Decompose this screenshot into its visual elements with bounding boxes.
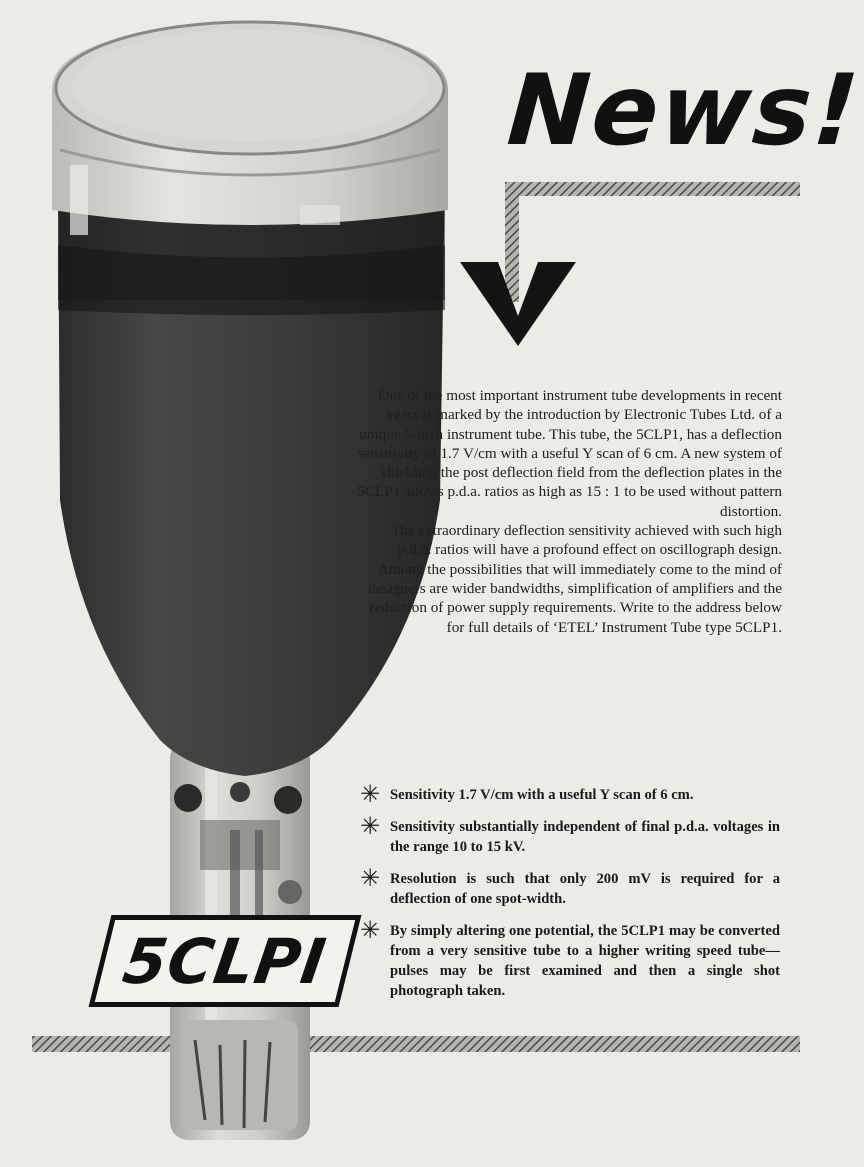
asterisk-icon: ✳ — [360, 780, 381, 808]
asterisk-icon: ✳ — [360, 812, 381, 840]
feature-text: By simply altering one potential, the 5CLP1 may be converted from a very sensitive tube to a higher writing speed tube—pulses may be first examined and then a single shot photograph taken. — [390, 923, 780, 999]
asterisk-icon: ✳ — [360, 916, 381, 944]
product-label: 5CLPI — [118, 924, 332, 998]
feature-item — [360, 812, 780, 857]
tube-faceplate — [52, 22, 448, 235]
feature-item — [360, 916, 780, 1001]
feature-text: Sensitivity substantially independent of final p.d.a. voltages in the range 10 to 15 kV. — [390, 819, 780, 855]
bottom-hatched-rule — [32, 1036, 800, 1052]
headline: News! — [504, 54, 864, 168]
body-paragraph: The extraordinary deflection sensitivity achieved with such high p.d.a. ratios will have a profound effect on oscillograph design. Among the possibilities that will immediately come to the mind of designers are wider bandwidths, simplification of amplifiers and the reduction of power supply requirements. Write to the address below for full details of ‘ETEL’ Instrument Tube type 5CLP1. — [368, 522, 782, 636]
feature-text: Resolution is such that only 200 mV is required for a deflection of one spot-width. — [390, 871, 780, 907]
product-badge — [89, 915, 362, 1007]
feature-item — [360, 780, 780, 808]
asterisk-icon: ✳ — [360, 864, 381, 892]
feature-list — [360, 780, 780, 1013]
body-copy — [356, 386, 782, 637]
feature-text: Sensitivity 1.7 V/cm with a useful Y scan of 6 cm. — [390, 787, 694, 803]
feature-item — [360, 864, 780, 909]
body-paragraph: One of the most important instrument tube developments in recent years is marked by the introduction by Electronic Tubes Ltd. of a unique 5-inch instrument tube. This tube, the 5CLP1, has a deflection sensitivity of 1.7 V/cm with a useful Y scan of 6 cm. A new system of shielding the post deflection field from the deflection plates in the 5CLP1 allows p.d.a. ratios as high as 15 : 1 to be used without pattern distortion. — [357, 387, 782, 520]
